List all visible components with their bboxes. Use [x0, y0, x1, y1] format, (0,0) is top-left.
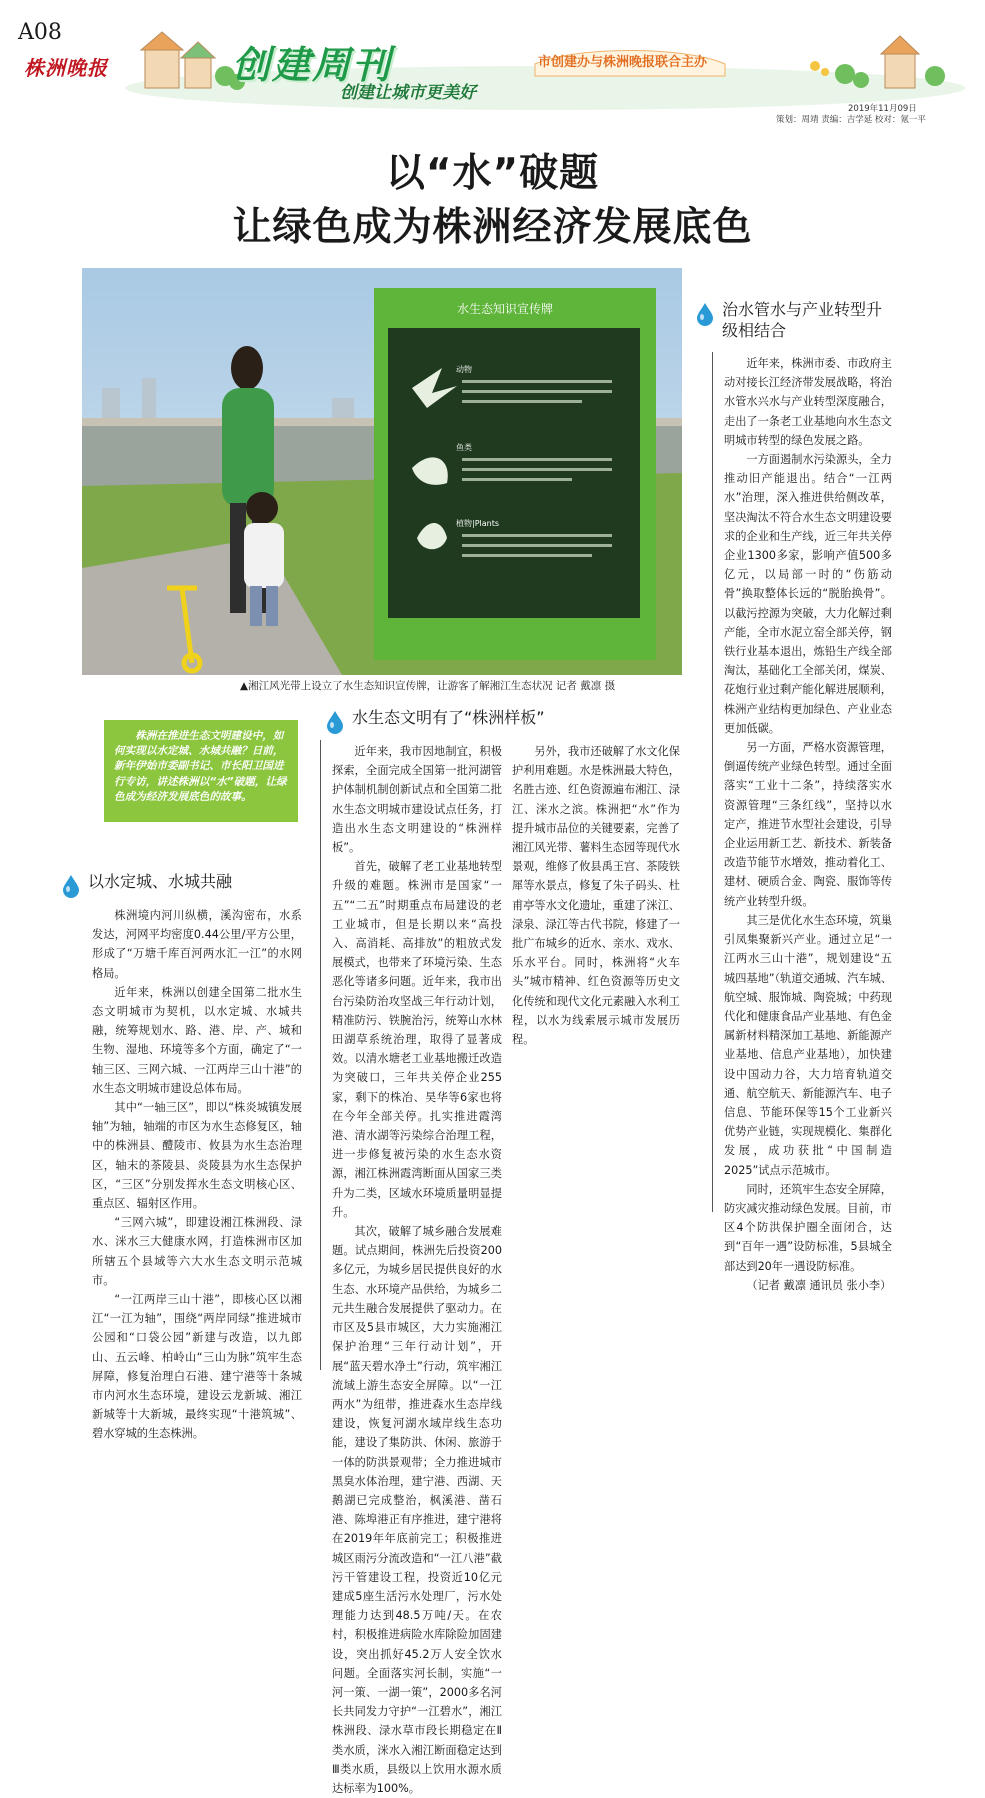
section-1-body — [92, 906, 302, 1444]
intro-box — [104, 720, 298, 822]
paragraph: 其次，破解了城乡融合发展难题。试点期间，株洲先后投资200多亿元，为城乡居民提供良好的水生态、水环境产品供给，为城乡二元共生融合发展提供了驱动力。在市区及5县市城区，大力实施湘江保护治理“三年行动计划”，开展“蓝天碧水净土”行动，筑牢湘江流域上游生态安全屏障。以“一江两水”为纽带，推进森水生态岸线建设，恢复河湖水域岸线生态功能，建设了集防洪、休闲、旅游于一体的防洪景观带；全力推进城市黑臭水体治理，建宁港、西湖、天鹅湖已完成整治，枫溪港、凿石港、陈埠港正有序推进，建宁港将在2019年年底前完工；积极推进城区雨污分流改造和“一江八港”截污干管建设工程，投资近10亿元建成5座生活污水处理厂，污水处理能力达到48.5万吨/天。在农村，积极推进病险水库除险加固建设，突出抓好45.2万人安全饮水问题。全面落实河长制，实施“一河一策、一湖一策”，2000多名河长共同发力守护“一江碧水”，湘江株洲段、渌水草市段长期稳定在Ⅱ类水质，洣水入湘江断面稳定达到Ⅲ类水质，县级以上饮用水源水质达标率为100%。 — [332, 1225, 502, 1795]
paragraph: “一江两岸三山十港”，即核心区以湘江“一江为轴”，围绕“两岸同绿”推进城市公园和“口袋公园”新建与改造，以九郎山、五云峰、柏岭山“三山为脉”筑牢生态屏障，修复治理白石港、建宁港等十条城市内河水生态环境，建设云龙新城、湘江新城等十大新城，最终实现“十港筑城”、碧水穿城的生态株洲。 — [92, 1293, 302, 1441]
column-divider — [712, 352, 713, 1212]
water-drop-icon — [62, 874, 80, 898]
sign-item-3: 植物|Plants — [456, 519, 500, 528]
paragraph: 其中“一轴三区”，即以“株炎城镇发展轴”为轴，轴端的市区为水生态修复区，轴中的株洲县、醴陵市、攸县为水生态治理区，轴末的茶陵县、炎陵县为水生态保护区，“三区”分别发挥水生态文明核心区、重点区、辐射区作用。 — [92, 1101, 302, 1211]
paragraph: “三网六城”，即建设湘江株洲段、渌水、洣水三大健康水网，打造株洲市区加所辖五个县域等六大水生态文明示范城市。 — [92, 1216, 302, 1287]
section-2-body-col2 — [512, 742, 680, 1372]
news-photo — [82, 268, 682, 675]
paragraph: 近年来，株洲以创建全国第二批水生态文明城市为契机，以水定城、水城共融，统筹规划水、路、港、岸、产、城和生物、湿地、环境等多个方面，确定了“一轴三区、三网六城、一江两岸三山十港”的水生态文明城市建设总体布局。 — [92, 985, 302, 1095]
paragraph: 另外，我市还破解了水文化保护利用难题。水是株洲最大特色，名胜古迹、红色资源遍布湘江、渌江、洣水之滨。株洲把“水”作为提升城市品位的关键要素，完善了湘江风光带、薯料生态园等现代水景观，维修了攸县禹王宫、茶陵铁犀等水景点，修复了朱子码头、杜甫亭等水文化遗址，重建了洣江、渌泉、渌江等古代书院，修建了一批广布城乡的近水、亲水、戏水、乐水平台。同时，株洲将“火车头”城市精神、红色资源等历史文化传统和现代文化元素融入水利工程，以水为线索展示城市发展历程。 — [512, 745, 680, 1047]
section-2-body-col1 — [332, 742, 502, 1795]
banner-title: 创建周刊 — [232, 43, 393, 87]
column-divider — [320, 740, 321, 1370]
paragraph: 其三是优化水生态环境，筑巢引凤集聚新兴产业。通过立足“一江两水三山十港”，规划建设“五城四基地”（轨道交通城、汽车城、航空城、服饰城、陶瓷城；中药现代化和健康食品产业基地、有色金属新材料精深加工基地、新能源产业基地、信息产业基地），加快建设中国动力谷，大力培育轨道交通、航空航天、新能源汽车、电子信息、节能环保等15个工业新兴优势产业链，实现规模化、集群化发展，成功获批“中国制造2025”试点示范城市。 — [724, 913, 893, 1177]
photo-caption: ▲湘江风光带上设立了水生态知识宣传牌，让游客了解湘江生态状况 记者 戴凛 摄 — [240, 680, 616, 692]
section-3-heading — [696, 300, 896, 342]
section-2-heading — [326, 708, 656, 734]
paragraph: 首先，破解了老工业基地转型升级的难题。株洲市是国家“一五”“二五”时期重点布局建设的老工业城市，但是长期以来“高投入、高消耗、高排放”的粗放式发展模式，也带来了环境污染、生态恶化等诸多问题。近年来，我市出台污染防治攻坚战三年行动计划，精准防污、铁腕治污，统筹山水林田湖草系统治理，取得了显著成效。以清水塘老工业基地搬迁改造为突破口，三年共关停企业255家，剩下的株冶、昊华等6家也将在今年全部关停。扎实推进霞湾港、清水湖等污染综合治理工程，进一步修复被污染的水生态水资源，湘江株洲霞湾断面从国家三类升为二类，区域水环境质量明显提升。 — [332, 860, 502, 1219]
banner-subtitle: 创建让城市更美好 — [340, 83, 476, 103]
paragraph: 一方面遏制水污染源头，全力推动旧产能退出。结合“一江两水”治理，深入推进供给侧改革，坚决淘汰不符合水生态文明建设要求的企业和生产线，近三年共关停企业1300多家，影响产值500多亿元，以局部一时的“伤筋动骨”换取整体长远的“脱胎换骨”。以截污控源为突破，大力化解过剩产能，全市水泥立窑全部关停，钢铁行业基本退出，炼铅生产线全部淘汰，基础化工全部关闭，煤炭、花炮行业过剩产能化解进展顺利，株洲产业结构更加绿色、产业业态更加低碳。 — [724, 453, 892, 735]
paragraph: 近年来，株洲市委、市政府主动对接长江经济带发展战略，将治水管水兴水与产业转型深度融合，走出了一条老工业基地向水生态文明城市转型的绿色发展之路。 — [724, 357, 892, 447]
page-number: A08 — [18, 20, 62, 45]
water-drop-icon — [326, 710, 344, 734]
paragraph: 近年来，我市因地制宜，积极探索，全面完成全国第一批河湖管护体制机制创新试点和全国第二批水生态文明城市建设试点任务，打造出水生态文明建设的“株洲样板”。 — [332, 745, 502, 855]
photo-illustration — [82, 268, 682, 675]
section-1-heading — [62, 872, 302, 898]
banner-tagline: 市创建办与株洲晚报联合主办 — [538, 55, 708, 70]
section-2-title: 水生态文明有了“株洲样板” — [352, 708, 545, 727]
issue-date: 2019年11月09日 — [848, 104, 917, 114]
paragraph: 同时，还筑牢生态安全屏障，防灾减灾推动绿色发展。目前，市区4个防洪保护圈全面闭合，达到“百年一遇”设防标准，5县城全部达到20年一遇设防标准。 — [724, 1182, 892, 1273]
byline: （记者 戴凛 通讯员 张小李） — [746, 1278, 892, 1292]
sign-item-2: 鱼类 — [456, 443, 472, 452]
paragraph: 株洲境内河川纵横，溪沟密布，水系发达，河网平均密度0.44公里/平方公里，形成了“万塘千库百河两水汇一江”的水网格局。 — [92, 909, 302, 980]
sign-title: 水生态知识宣传牌 — [457, 302, 554, 316]
headline-line-1: 以“水”破题 — [385, 151, 600, 196]
paragraph: 另一方面，严格水资源管理，倒逼传统产业绿色转型。通过全面落实“工业十二条”，持续落实水资源管理“三条红线”，坚持以水定产，推进节水型社会建设，引导企业运用新工艺、新技术、新装备改造节能节水增效，推动着化工、建材、硬质合金、陶瓷、服饰等传统产业转型升级。 — [724, 741, 892, 908]
intro-text: 株洲在推进生态文明建设中，如何实现以水定城、水城共融？日前，新年伊始市委副书记、市长阳卫国进行专访，讲述株洲以“水”破题，让绿色成为经济发展底色的故事。 — [114, 730, 287, 803]
sign-item-1: 动物 — [456, 365, 472, 374]
section-3-title: 治水管水与产业转型升级相结合 — [722, 300, 883, 340]
section-1-title: 以水定城、水城共融 — [88, 872, 233, 891]
water-drop-icon — [696, 302, 714, 326]
newspaper-logo: 株洲晚报 — [24, 56, 108, 80]
section-3-body — [724, 354, 893, 1292]
editor-credits: 策划：周靖 责编：吉学延 校对：氪一平 — [776, 115, 926, 125]
headline-line-2: 让绿色成为株洲经济发展底色 — [232, 205, 753, 250]
